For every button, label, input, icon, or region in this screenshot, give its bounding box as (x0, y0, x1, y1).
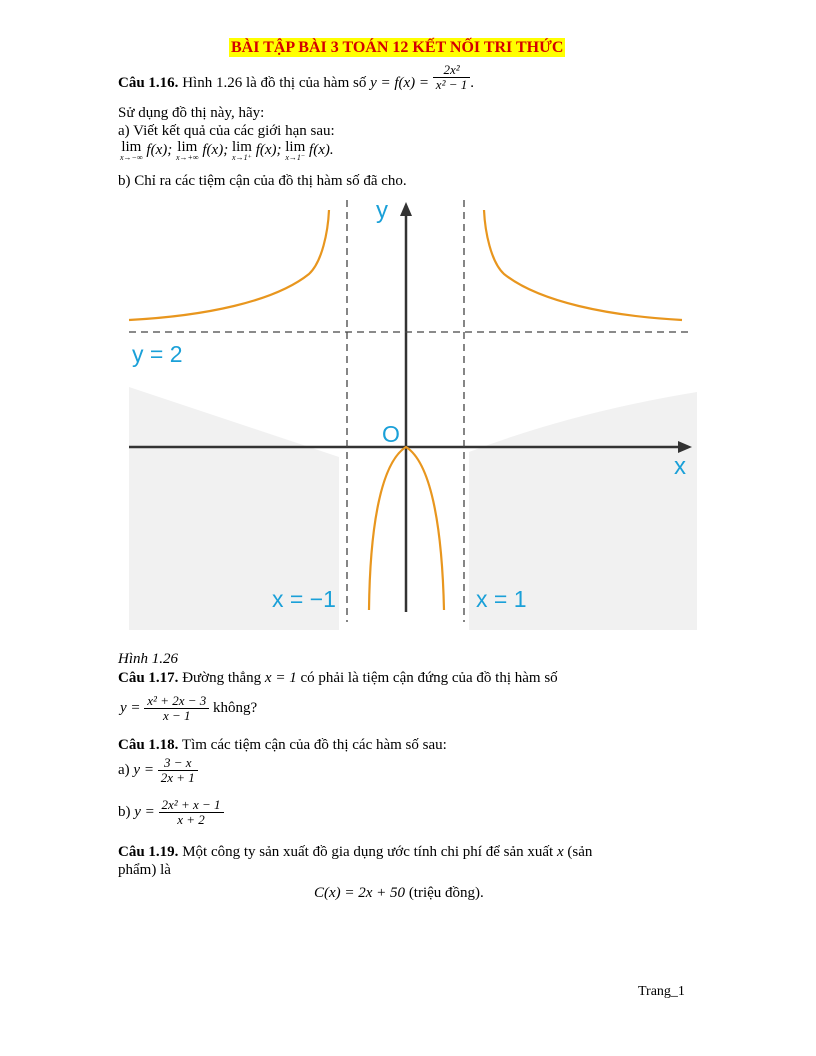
instruction-line: Sử dụng đồ thị này, hãy: (118, 105, 265, 121)
question-1-16-intro: Câu 1.16. Hình 1.26 là đồ thị của hàm số y = f(x) = $\frac{\text{2x²}}{\text{x² − 1}}$ . (118, 62, 474, 93)
question-1-18-part-b: b) y = $\frac{\text{2x² + x − 1}}{x + 2}$ (118, 798, 224, 827)
question-label: Câu 1.16. (118, 75, 179, 91)
page-number: Trang_1 (638, 984, 685, 999)
horizontal-asymptote-label: y = 2 (132, 341, 183, 367)
question-1-19-line2: phẩm) là (118, 862, 171, 878)
graph-svg (124, 192, 697, 630)
limits-line: lim x→−∞ f(x); lim x→+∞ f(x); lim x→1⁺ f(x); lim x→1⁻ f(x). (120, 139, 334, 162)
function-fraction: $\frac{3 - x}{2x + 1}$ (158, 756, 198, 785)
y-axis-label: y (376, 197, 388, 224)
question-1-17-line2: y = $\frac{\text{x² + 2x − 3}}{x - 1}$ không? (120, 693, 258, 723)
question-1-18-line1: Câu 1.18. Tìm các tiệm cận của đồ thị các hàm số sau: (118, 737, 447, 753)
limit-2: lim x→+∞ (175, 139, 199, 162)
question-1-18-part-a: a) y = $\frac{3 - x}{2x + 1}$ (118, 756, 198, 785)
cost-formula: C(x) = 2x + 50 (triệu đồng). (314, 885, 484, 901)
function-lhs: y = f(x) = (370, 75, 430, 91)
function-fraction: $\frac{\text{x² + 2x − 3}}{x - 1}$ (144, 694, 209, 723)
origin-label: O (382, 421, 400, 447)
figure-caption: Hình 1.26 (118, 651, 178, 667)
page-title: BÀI TẬP BÀI 3 TOÁN 12 KẾT NỐI TRI THỨC (231, 39, 564, 56)
question-1-19-line1: Câu 1.19. Một công ty sản xuất đồ gia dụng ước tính chi phí để sản xuất x (sản (118, 844, 593, 860)
question-label: Câu 1.18. (118, 737, 179, 753)
limit-4: lim x→1⁻ (285, 139, 306, 162)
limit-3: lim x→1⁺ (231, 139, 252, 162)
question-1-17-line1: Câu 1.17. Đường thẳng x = 1 có phải là tiệm cận đứng của đồ thị hàm số (118, 670, 558, 686)
question-label: Câu 1.17. (118, 670, 179, 686)
function-fraction: $\frac{\text{2x² + x − 1}}{x + 2}$ (159, 798, 224, 827)
x-axis-label: x (674, 453, 686, 480)
question-label: Câu 1.19. (118, 844, 179, 860)
right-asymptote-label: x = 1 (476, 586, 527, 612)
function-fraction: $\frac{\text{2x²}}{\text{x² − 1}}$ (433, 63, 470, 92)
part-a-line: a) Viết kết quả của các giới hạn sau: (118, 123, 335, 139)
part-b-line: b) Chỉ ra các tiệm cận của đồ thị hàm số đã cho. (118, 173, 407, 189)
function-graph (124, 192, 697, 630)
limit-1: lim x→−∞ (120, 139, 143, 162)
left-asymptote-label: x = −1 (272, 586, 336, 612)
